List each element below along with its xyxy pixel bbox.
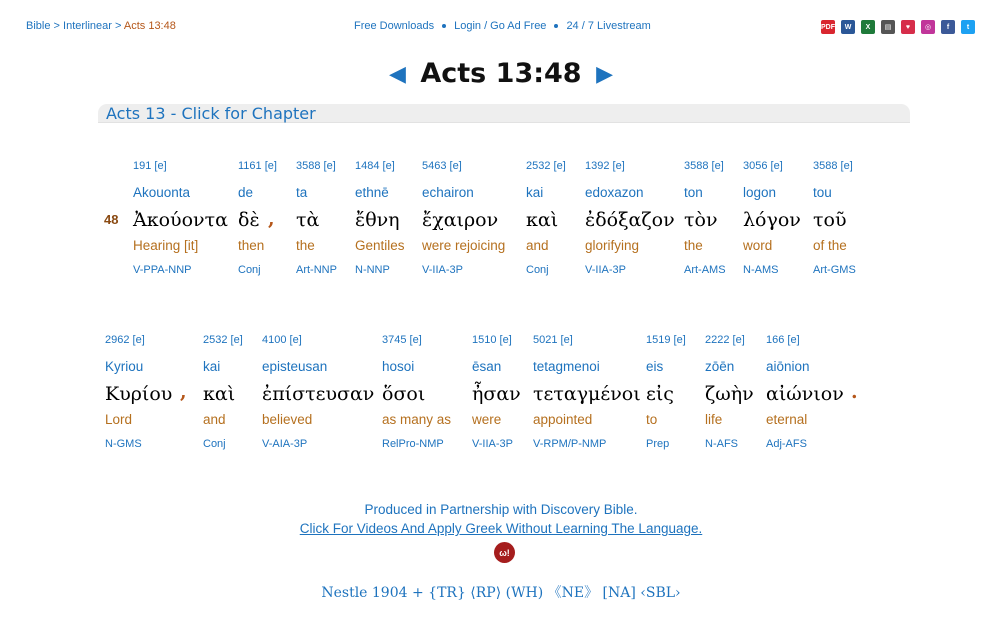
breadcrumb-separator: >	[50, 20, 64, 32]
interlinear-word	[422, 160, 505, 278]
breadcrumb-interlinear-link[interactable]: Interlinear	[63, 20, 112, 32]
greek-word-link[interactable]: ζωὴν	[705, 383, 754, 405]
parsing-code-link[interactable]: N-AFS	[705, 438, 738, 450]
print-icon[interactable]: ▤	[881, 20, 895, 34]
excel-icon[interactable]: X	[861, 20, 875, 34]
chapter-link[interactable]: Acts 13 - Click for Chapter	[106, 104, 316, 123]
breadcrumb-separator: >	[111, 20, 124, 32]
greek-word-link[interactable]: ἐπίστευσαν	[262, 383, 375, 405]
parsing-code-link[interactable]: Adj-AFS	[766, 438, 807, 450]
pdf-icon[interactable]: PDF	[821, 20, 835, 34]
parsing-code-link[interactable]: V-IIA-3P	[472, 438, 513, 450]
greek-word-link[interactable]: καὶ	[526, 209, 559, 231]
transliteration-link[interactable]: aiōnion	[766, 359, 810, 374]
word-icon[interactable]: W	[841, 20, 855, 34]
interlinear-word	[382, 334, 451, 452]
parsing-code-link[interactable]: Conj	[526, 264, 549, 276]
previous-verse-arrow-icon[interactable]: ◀	[389, 60, 406, 86]
parsing-code-link[interactable]: Art-GMS	[813, 264, 856, 276]
transliteration-link[interactable]: kai	[526, 185, 544, 200]
strongs-number-link[interactable]: 1519 [e]	[646, 334, 686, 346]
interlinear-word	[743, 160, 801, 278]
discovery-bible-logo-icon[interactable]: ω!	[494, 542, 515, 563]
greek-word-link[interactable]: τὸν	[684, 209, 718, 231]
verse-number: 48	[104, 212, 119, 227]
interlinear-word	[133, 160, 228, 278]
heart-icon[interactable]: ♥	[901, 20, 915, 34]
free-downloads-link[interactable]: Free Downloads	[354, 20, 435, 32]
english-gloss: Hearing [it]	[133, 238, 199, 253]
parsing-code-link[interactable]: N-GMS	[105, 438, 142, 450]
greek-punctuation-comma: ,	[268, 208, 275, 230]
interlinear-word	[105, 334, 172, 452]
english-gloss: eternal	[766, 412, 808, 427]
parsing-code-link[interactable]: Conj	[238, 264, 261, 276]
transliteration-link[interactable]: Kyriou	[105, 359, 144, 374]
twitter-icon[interactable]: t	[961, 20, 975, 34]
strongs-number-link[interactable]: 3056 [e]	[743, 160, 783, 172]
instagram-icon[interactable]: ◎	[921, 20, 935, 34]
next-verse-arrow-icon[interactable]: ▶	[596, 60, 613, 86]
transliteration-link[interactable]: edoxazon	[585, 185, 644, 200]
english-gloss: glorifying	[585, 238, 640, 253]
transliteration-link[interactable]: de	[238, 185, 254, 200]
transliteration-link[interactable]: hosoi	[382, 359, 415, 374]
greek-word-link[interactable]: Κυρίου	[105, 383, 173, 405]
livestream-link[interactable]: 24 / 7 Livestream	[566, 20, 651, 32]
top-navigation	[354, 20, 651, 32]
transliteration-link[interactable]: episteusan	[262, 359, 328, 374]
interlinear-word	[262, 334, 374, 452]
facebook-icon[interactable]: f	[941, 20, 955, 34]
strongs-number-link[interactable]: 2532 [e]	[203, 334, 243, 346]
transliteration-link[interactable]: kai	[203, 359, 221, 374]
greek-word-link[interactable]: τὰ	[296, 209, 320, 231]
english-gloss: then	[238, 238, 265, 253]
english-gloss: to	[646, 412, 658, 427]
greek-word-link[interactable]: αἰώνιον	[766, 383, 844, 405]
parsing-code-link[interactable]: Art-NNP	[296, 264, 337, 276]
parsing-code-link[interactable]: Conj	[203, 438, 226, 450]
english-gloss: of the	[813, 238, 847, 253]
transliteration-link[interactable]: logon	[743, 185, 777, 200]
interlinear-word	[684, 160, 726, 278]
parsing-code-link[interactable]: V-RPM/P-NMP	[533, 438, 607, 450]
greek-word-link[interactable]: ἔθνη	[355, 209, 400, 231]
english-gloss: Lord	[105, 412, 133, 427]
strongs-number-link[interactable]: 3745 [e]	[382, 334, 422, 346]
parsing-code-link[interactable]: N-NNP	[355, 264, 390, 276]
english-gloss: appointed	[533, 412, 593, 427]
breadcrumb	[26, 20, 176, 32]
interlinear-word	[705, 334, 754, 452]
strongs-number-link[interactable]: 2962 [e]	[105, 334, 145, 346]
strongs-number-link[interactable]: 1161 [e]	[238, 160, 277, 172]
breadcrumb-bible-link[interactable]: Bible	[26, 20, 51, 32]
english-gloss: believed	[262, 412, 313, 427]
english-gloss: the	[296, 238, 315, 253]
parsing-code-link[interactable]: Art-AMS	[684, 264, 726, 276]
interlinear-word	[533, 334, 641, 452]
greek-word-link[interactable]: λόγον	[743, 209, 801, 231]
english-gloss: word	[743, 238, 773, 253]
transliteration-link[interactable]: ton	[684, 185, 703, 200]
verse-title-bar	[0, 58, 1002, 89]
strongs-number-link[interactable]: 3588 [e]	[684, 160, 724, 172]
parsing-code-link[interactable]: V-PPA-NNP	[133, 264, 192, 276]
interlinear-word	[203, 334, 243, 452]
english-gloss: Gentiles	[355, 238, 405, 253]
interlinear-word	[296, 160, 337, 278]
discovery-bible-link[interactable]: Click For Videos And Apply Greek Without Learning The Language.	[299, 521, 703, 536]
text-versions-legend: Nestle 1904 + {TR} ⟨RP⟩ (WH) 《NE》 [NA] ‹SBL›	[321, 585, 681, 601]
transliteration-link[interactable]: Akouonta	[133, 185, 191, 200]
strongs-number-link[interactable]: 5021 [e]	[533, 334, 573, 346]
english-gloss: were rejoicing	[422, 238, 506, 253]
interlinear-word	[646, 334, 686, 452]
transliteration-link[interactable]: eis	[646, 359, 664, 374]
parsing-code-link[interactable]: V-AIA-3P	[262, 438, 308, 450]
english-gloss: were	[472, 412, 502, 427]
parsing-code-link[interactable]: RelPro-NMP	[382, 438, 444, 450]
english-gloss: and	[526, 238, 549, 253]
greek-word-link[interactable]: ἔχαιρον	[422, 209, 499, 231]
greek-word-link[interactable]: καὶ	[203, 383, 236, 405]
strongs-number-link[interactable]: 5463 [e]	[422, 160, 462, 172]
transliteration-link[interactable]: echairon	[422, 185, 474, 200]
chapter-bar	[98, 104, 910, 123]
interlinear-word	[585, 160, 675, 278]
parsing-code-link[interactable]: V-IIA-3P	[422, 264, 463, 276]
greek-word-link[interactable]: δὲ	[238, 209, 260, 231]
greek-word-link[interactable]: ἐδόξαζον	[585, 209, 675, 231]
parsing-code-link[interactable]: Prep	[646, 438, 670, 450]
transliteration-link[interactable]: zōēn	[705, 359, 735, 374]
english-gloss: the	[684, 238, 703, 253]
login-link[interactable]: Login / Go Ad Free	[454, 20, 547, 32]
strongs-number-link[interactable]: 2532 [e]	[526, 160, 566, 172]
interlinear-word	[355, 160, 405, 278]
english-gloss: and	[203, 412, 226, 427]
transliteration-link[interactable]: tetagmenoi	[533, 359, 600, 374]
strongs-number-link[interactable]: 191 [e]	[133, 160, 167, 172]
strongs-number-link[interactable]: 1510 [e]	[472, 334, 512, 346]
share-icons	[821, 20, 975, 34]
page-title: Acts 13:48	[420, 58, 582, 89]
transliteration-link[interactable]: ta	[296, 185, 308, 200]
strongs-number-link[interactable]: 3588 [e]	[296, 160, 336, 172]
english-gloss: life	[705, 412, 723, 427]
greek-punctuation-period: .	[851, 381, 858, 403]
strongs-number-link[interactable]: 4100 [e]	[262, 334, 302, 346]
transliteration-link[interactable]: tou	[813, 185, 832, 200]
greek-word-link[interactable]: ἦσαν	[472, 383, 521, 405]
interlinear-word	[472, 334, 521, 452]
partnership-text: Produced in Partnership with Discovery Bible.	[364, 502, 638, 517]
greek-word-link[interactable]: τοῦ	[813, 209, 847, 231]
transliteration-link[interactable]: ethnē	[355, 185, 389, 200]
interlinear-word	[766, 334, 844, 452]
greek-punctuation-comma: ,	[180, 381, 187, 403]
breadcrumb-current: Acts 13:48	[123, 20, 176, 32]
nav-dot	[442, 24, 446, 28]
greek-word-link[interactable]: Ἀκούοντα	[133, 209, 228, 231]
greek-word-link[interactable]: τεταγμένοι	[533, 383, 641, 405]
greek-word-link[interactable]: ὅσοι	[382, 383, 426, 405]
strongs-number-link[interactable]: 2222 [e]	[705, 334, 745, 346]
strongs-number-link[interactable]: 166 [e]	[766, 334, 800, 346]
greek-word-link[interactable]: εἰς	[646, 383, 674, 405]
parsing-code-link[interactable]: V-IIA-3P	[585, 264, 626, 276]
parsing-code-link[interactable]: N-AMS	[743, 264, 779, 276]
english-gloss: as many as	[382, 412, 452, 427]
nav-dot	[554, 24, 558, 28]
transliteration-link[interactable]: ēsan	[472, 359, 502, 374]
strongs-number-link[interactable]: 3588 [e]	[813, 160, 853, 172]
strongs-number-link[interactable]: 1392 [e]	[585, 160, 625, 172]
interlinear-word	[813, 160, 856, 278]
interlinear-word	[526, 160, 566, 278]
strongs-number-link[interactable]: 1484 [e]	[355, 160, 395, 172]
